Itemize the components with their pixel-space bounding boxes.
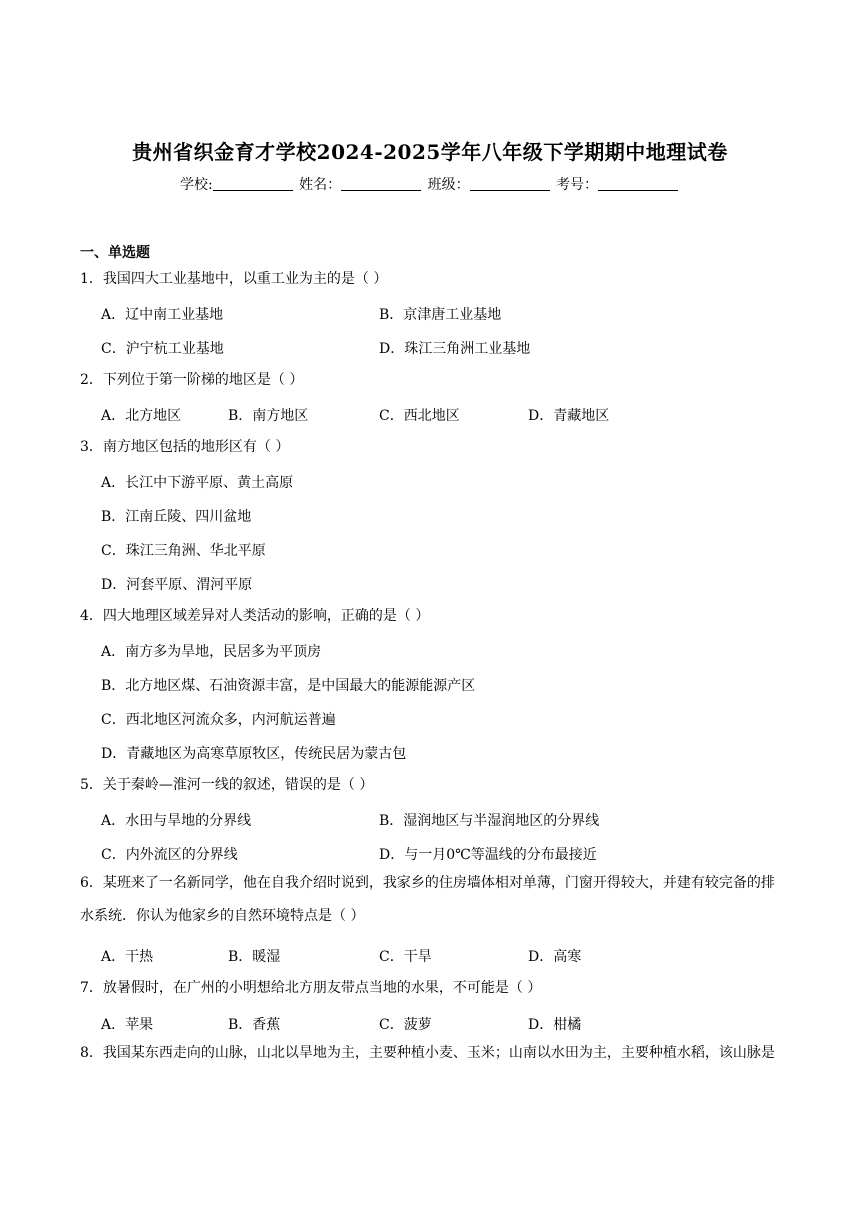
question-4-option-b: B．北方地区煤、石油资源丰富，是中国最大的能源能源产区 [101, 678, 476, 694]
question-2-option-a: A．北方地区 [101, 408, 182, 424]
question-8-stem: 8．我国某东西走向的山脉，山北以旱地为主，主要种植小麦、玉米；山南以水田为主，主要种植水稻，该山脉是 [80, 1045, 775, 1061]
question-3-option-c: C．珠江三角洲、华北平原 [101, 543, 266, 559]
question-3-stem: 3．南方地区包括的地形区有（ ） [80, 439, 290, 455]
question-7-stem: 7．放暑假时，在广州的小明想给北方朋友带点当地的水果，不可能是（ ） [80, 980, 542, 996]
question-1-option-d: D．珠江三角洲工业基地 [379, 341, 531, 357]
class-label: 班级： [427, 177, 470, 193]
question-6-option-c: C．干旱 [379, 949, 432, 965]
question-1-option-a: A．辽中南工业基地 [101, 307, 224, 323]
question-7-option-c: C．菠萝 [379, 1017, 432, 1033]
question-5-stem: 5．关于秦岭—淮河一线的叙述，错误的是（ ） [80, 777, 374, 793]
name-label: 姓名： [299, 177, 342, 193]
question-1-option-b: B．京津唐工业基地 [379, 307, 502, 323]
question-4-option-c: C．西北地区河流众多，内河航运普遍 [101, 712, 336, 728]
question-3-option-a: A．长江中下游平原、黄土高原 [101, 475, 294, 491]
section-title: 一、单选题 [80, 245, 150, 261]
question-7-option-d: D．柑橘 [528, 1017, 582, 1033]
student-info-line [0, 174, 860, 194]
question-3-option-b: B．江南丘陵、四川盆地 [101, 509, 252, 525]
question-7-option-b: B．香蕉 [228, 1017, 281, 1033]
id-blank[interactable] [598, 176, 678, 191]
exam-title: 贵州省织金育才学校2024-2025学年八年级下学期期中地理试卷 [132, 140, 728, 164]
question-5-option-c: C．内外流区的分界线 [101, 847, 238, 863]
question-6-option-d: D．高寒 [528, 949, 582, 965]
question-7-option-a: A．苹果 [101, 1017, 154, 1033]
school-label: 学校: [179, 177, 213, 193]
question-2-option-d: D．青藏地区 [528, 408, 610, 424]
question-1-stem: 1．我国四大工业基地中，以重工业为主的是（ ） [80, 271, 388, 287]
question-5-option-b: B．湿润地区与半湿润地区的分界线 [379, 813, 600, 829]
question-5-option-a: A．水田与旱地的分界线 [101, 813, 252, 829]
question-1-option-c: C．沪宁杭工业基地 [101, 341, 224, 357]
question-6-option-b: B．暖湿 [228, 949, 281, 965]
question-5-option-d: D．与一月0℃等温线的分布最接近 [379, 847, 597, 863]
question-6-stem: 6．某班来了一名新同学，他在自我介绍时说到，我家乡的住房墙体相对单薄，门窗开得较大，并建有较完备的排水系统．你认为他家乡的自然环境特点是（ ） [80, 875, 775, 924]
class-blank[interactable] [470, 176, 550, 191]
name-blank[interactable] [341, 176, 421, 191]
question-4-option-d: D．青藏地区为高寒草原牧区，传统民居为蒙古包 [101, 746, 407, 762]
id-label: 考号： [556, 177, 599, 193]
question-2-stem: 2．下列位于第一阶梯的地区是（ ） [80, 372, 304, 388]
question-4-option-a: A．南方多为旱地，民居多为平顶房 [101, 644, 322, 660]
question-4-stem: 4．四大地理区域差异对人类活动的影响，正确的是（ ） [80, 608, 430, 624]
question-6-option-a: A．干热 [101, 949, 154, 965]
question-3-option-d: D．河套平原、渭河平原 [101, 577, 253, 593]
school-blank[interactable] [213, 176, 293, 191]
question-2-option-c: C．西北地区 [379, 408, 460, 424]
question-2-option-b: B．南方地区 [228, 408, 309, 424]
